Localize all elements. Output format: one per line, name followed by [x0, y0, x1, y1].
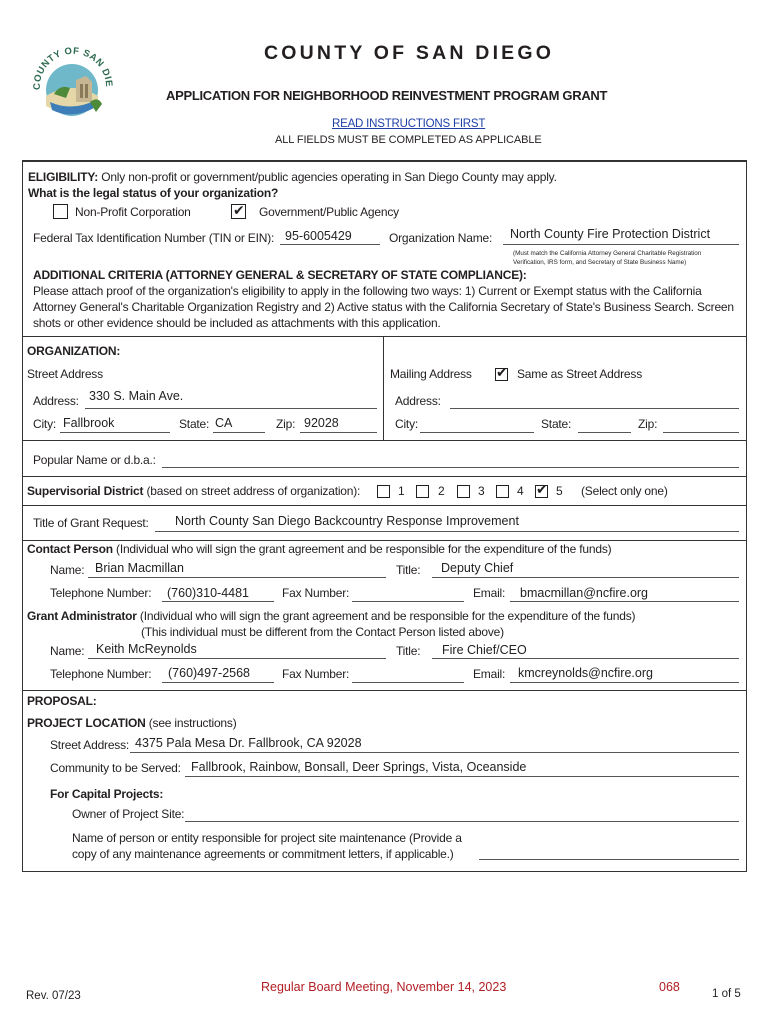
nonprofit-label: Non-Profit Corporation — [75, 205, 191, 219]
government-label: Government/Public Agency — [259, 205, 399, 219]
district-label-row — [27, 484, 360, 498]
contact-phone-value: (760)310-4481 — [167, 586, 250, 600]
contact-phone-field[interactable] — [162, 601, 274, 602]
site-owner-label: Owner of Project Site: — [72, 807, 185, 821]
admin-fax-field[interactable] — [352, 682, 464, 683]
maintenance-line-1: Name of person or entity responsible for project site maintenance (Provide a — [72, 831, 462, 845]
proposal-heading: PROPOSAL: — [27, 694, 97, 708]
district-checkbox-3[interactable] — [457, 485, 470, 498]
grant-title-field[interactable] — [155, 531, 739, 532]
mailing-address-heading: Mailing Address — [390, 367, 472, 381]
mail-state-label: State: — [541, 417, 572, 431]
tin-field[interactable] — [280, 244, 380, 245]
admin-name-field[interactable] — [88, 658, 386, 659]
project-location-heading: PROJECT LOCATION — [27, 716, 146, 730]
mail-city-field[interactable] — [420, 432, 534, 433]
county-logo — [26, 40, 118, 132]
admin-phone-value: (760)497-2568 — [168, 666, 251, 680]
project-street-value: 4375 Pala Mesa Dr. Fallbrook, CA 92028 — [135, 736, 362, 750]
form-title: APPLICATION FOR NEIGHBORHOOD REINVESTMENT PROGRAM GRANT — [166, 88, 608, 103]
district-option-3: 3 — [478, 484, 485, 498]
admin-fax-label: Fax Number: — [282, 667, 350, 681]
district-option-1: 1 — [398, 484, 405, 498]
contact-email-label: Email: — [473, 586, 506, 600]
page-code: 068 — [659, 980, 680, 994]
divider-organization — [22, 336, 747, 337]
mail-address-field[interactable] — [450, 408, 739, 409]
nonprofit-checkbox[interactable] — [53, 204, 68, 219]
contact-name-label: Name: — [50, 563, 85, 577]
same-as-street-label: Same as Street Address — [517, 367, 642, 381]
divider-contact — [22, 540, 747, 541]
eligibility-heading: ELIGIBILITY: — [28, 170, 99, 184]
org-state-label: State: — [179, 417, 210, 431]
project-location-row — [27, 716, 237, 730]
contact-name-value: Brian Macmillan — [95, 561, 184, 575]
site-owner-field[interactable] — [185, 821, 739, 822]
eligibility-heading-text: Only non-profit or government/public agencies operating in San Diego County may apply. — [101, 170, 557, 184]
org-zip-label: Zip: — [276, 417, 296, 431]
capital-projects-heading: For Capital Projects: — [50, 787, 164, 801]
grant-title-label: Title of Grant Request: — [33, 516, 149, 530]
legal-status-question: What is the legal status of your organization? — [28, 186, 279, 200]
org-zip-field[interactable] — [300, 432, 377, 433]
contact-heading: Contact Person — [27, 542, 113, 556]
popular-name-label: Popular Name or d.b.a.: — [33, 453, 156, 467]
tin-value: 95-6005429 — [285, 229, 352, 243]
org-name-note-1: (Must match the California Attorney General Charitable Registration — [513, 250, 702, 257]
popular-name-field[interactable] — [162, 467, 739, 468]
org-state-field[interactable] — [213, 432, 265, 433]
additional-criteria-line-2: Attorney General's Charitable Organization Registry and 2) Active status with the California Secretary of State's Business Search. Screen — [33, 300, 734, 314]
org-city-label: City: — [33, 417, 57, 431]
divider-grant-title — [22, 505, 747, 506]
mailing-divider — [383, 336, 384, 440]
district-label: Supervisorial District — [27, 484, 144, 498]
same-as-street-checkbox[interactable] — [495, 365, 508, 381]
district-checkbox-2[interactable] — [416, 485, 429, 498]
district-option-2: 2 — [438, 484, 445, 498]
contact-name-field[interactable] — [88, 577, 386, 578]
mail-city-label: City: — [395, 417, 419, 431]
project-location-heading-rest: (see instructions) — [148, 716, 237, 730]
district-option-5: 5 — [556, 484, 563, 498]
admin-heading-line-2: (This individual must be different from the Contact Person listed above) — [141, 625, 504, 639]
mail-zip-label: Zip: — [638, 417, 658, 431]
revision-label: Rev. 07/23 — [26, 990, 81, 1002]
additional-criteria-line-1: Please attach proof of the organization's eligibility to apply in the following two ways: 1) Current or Exempt status with the California — [33, 284, 702, 298]
contact-title-label: Title: — [396, 563, 421, 577]
community-value: Fallbrook, Rainbow, Bonsall, Deer Springs, Vista, Oceanside — [191, 760, 527, 774]
admin-name-label: Name: — [50, 644, 85, 658]
check-mark-icon: ✔ — [233, 203, 245, 219]
contact-email-value: bmacmillan@ncfire.org — [520, 586, 649, 600]
org-address-field[interactable] — [85, 408, 377, 409]
org-address-value: 330 S. Main Ave. — [89, 389, 184, 403]
mail-address-label: Address: — [395, 394, 441, 408]
district-checkbox-5[interactable] — [535, 482, 548, 498]
admin-phone-field[interactable] — [162, 682, 274, 683]
district-checkbox-1[interactable] — [377, 485, 390, 498]
tin-label: Federal Tax Identification Number (TIN or EIN): — [33, 231, 275, 245]
county-title: COUNTY OF SAN DIEGO — [264, 42, 555, 64]
maintenance-field[interactable] — [479, 859, 739, 860]
community-label: Community to be Served: — [50, 761, 181, 775]
organization-heading: ORGANIZATION: — [27, 344, 121, 358]
mail-zip-field[interactable] — [663, 432, 739, 433]
admin-email-label: Email: — [473, 667, 506, 681]
government-checkbox[interactable] — [231, 204, 246, 219]
logo-text: COUNTY OF SAN DIE — [31, 45, 115, 91]
eligibility-heading-row — [28, 170, 557, 184]
additional-criteria-heading: ADDITIONAL CRITERIA (ATTORNEY GENERAL & SECRETARY OF STATE COMPLIANCE): — [33, 268, 527, 282]
contact-fax-field[interactable] — [352, 601, 464, 602]
admin-name-value: Keith McReynolds — [96, 642, 197, 656]
project-street-label: Street Address: — [50, 738, 130, 752]
contact-heading-rest: (Individual who will sign the grant agreement and be responsible for the expenditure of the funds) — [116, 542, 612, 556]
mail-state-field[interactable] — [578, 432, 631, 433]
admin-heading-rest: (Individual who will sign the grant agreement and be responsible for the expenditure of the funds) — [139, 609, 636, 623]
org-zip-value: 92028 — [304, 416, 339, 430]
community-field[interactable] — [185, 776, 739, 777]
project-street-field[interactable] — [130, 752, 739, 753]
admin-phone-label: Telephone Number: — [50, 667, 152, 681]
org-city-field[interactable] — [60, 432, 170, 433]
admin-title-field[interactable] — [432, 658, 739, 659]
org-name-label: Organization Name: — [389, 231, 493, 245]
org-name-note-2: Verification, IRS form, and Secretary of State Business Name) — [513, 259, 687, 266]
org-state-value: CA — [215, 416, 233, 430]
admin-title-value: Fire Chief/CEO — [442, 643, 527, 657]
contact-heading-row — [27, 542, 611, 556]
divider-district — [22, 476, 747, 477]
divider-popular-name — [22, 440, 747, 441]
org-name-field[interactable] — [503, 244, 739, 245]
meeting-stamp: Regular Board Meeting, November 14, 2023 — [261, 980, 507, 994]
maintenance-line-2: copy of any maintenance agreements or commitment letters, if applicable.) — [72, 847, 454, 861]
admin-heading-row — [27, 609, 635, 623]
district-checkbox-4[interactable] — [496, 485, 509, 498]
admin-title-label: Title: — [396, 644, 421, 658]
org-address-label: Address: — [33, 394, 79, 408]
district-note: (Select only one) — [581, 484, 668, 498]
additional-criteria-line-3: shots or other evidence should be included as attachments with this application. — [33, 316, 441, 330]
contact-fax-label: Fax Number: — [282, 586, 350, 600]
check-mark-icon: ✔ — [496, 365, 508, 381]
read-instructions-link[interactable]: READ INSTRUCTIONS FIRST — [332, 118, 486, 130]
form-subtitle: ALL FIELDS MUST BE COMPLETED AS APPLICABLE — [275, 134, 542, 146]
org-name-value: North County Fire Protection District — [510, 227, 711, 241]
contact-title-value: Deputy Chief — [441, 561, 514, 575]
grant-title-value: North County San Diego Backcountry Response Improvement — [175, 514, 519, 528]
admin-email-value: kmcreynolds@ncfire.org — [518, 666, 653, 680]
admin-heading: Grant Administrator — [27, 609, 137, 623]
district-label-rest: (based on street address of organization): — [146, 484, 361, 498]
org-city-value: Fallbrook — [63, 416, 115, 430]
contact-title-field[interactable] — [432, 577, 739, 578]
admin-email-field[interactable] — [510, 682, 739, 683]
street-address-heading: Street Address — [27, 367, 103, 381]
check-mark-icon: ✔ — [536, 482, 548, 498]
divider-proposal — [22, 690, 747, 691]
page-number: 1 of 5 — [712, 988, 741, 1000]
contact-phone-label: Telephone Number: — [50, 586, 152, 600]
contact-email-field[interactable] — [510, 601, 739, 602]
district-option-4: 4 — [517, 484, 524, 498]
